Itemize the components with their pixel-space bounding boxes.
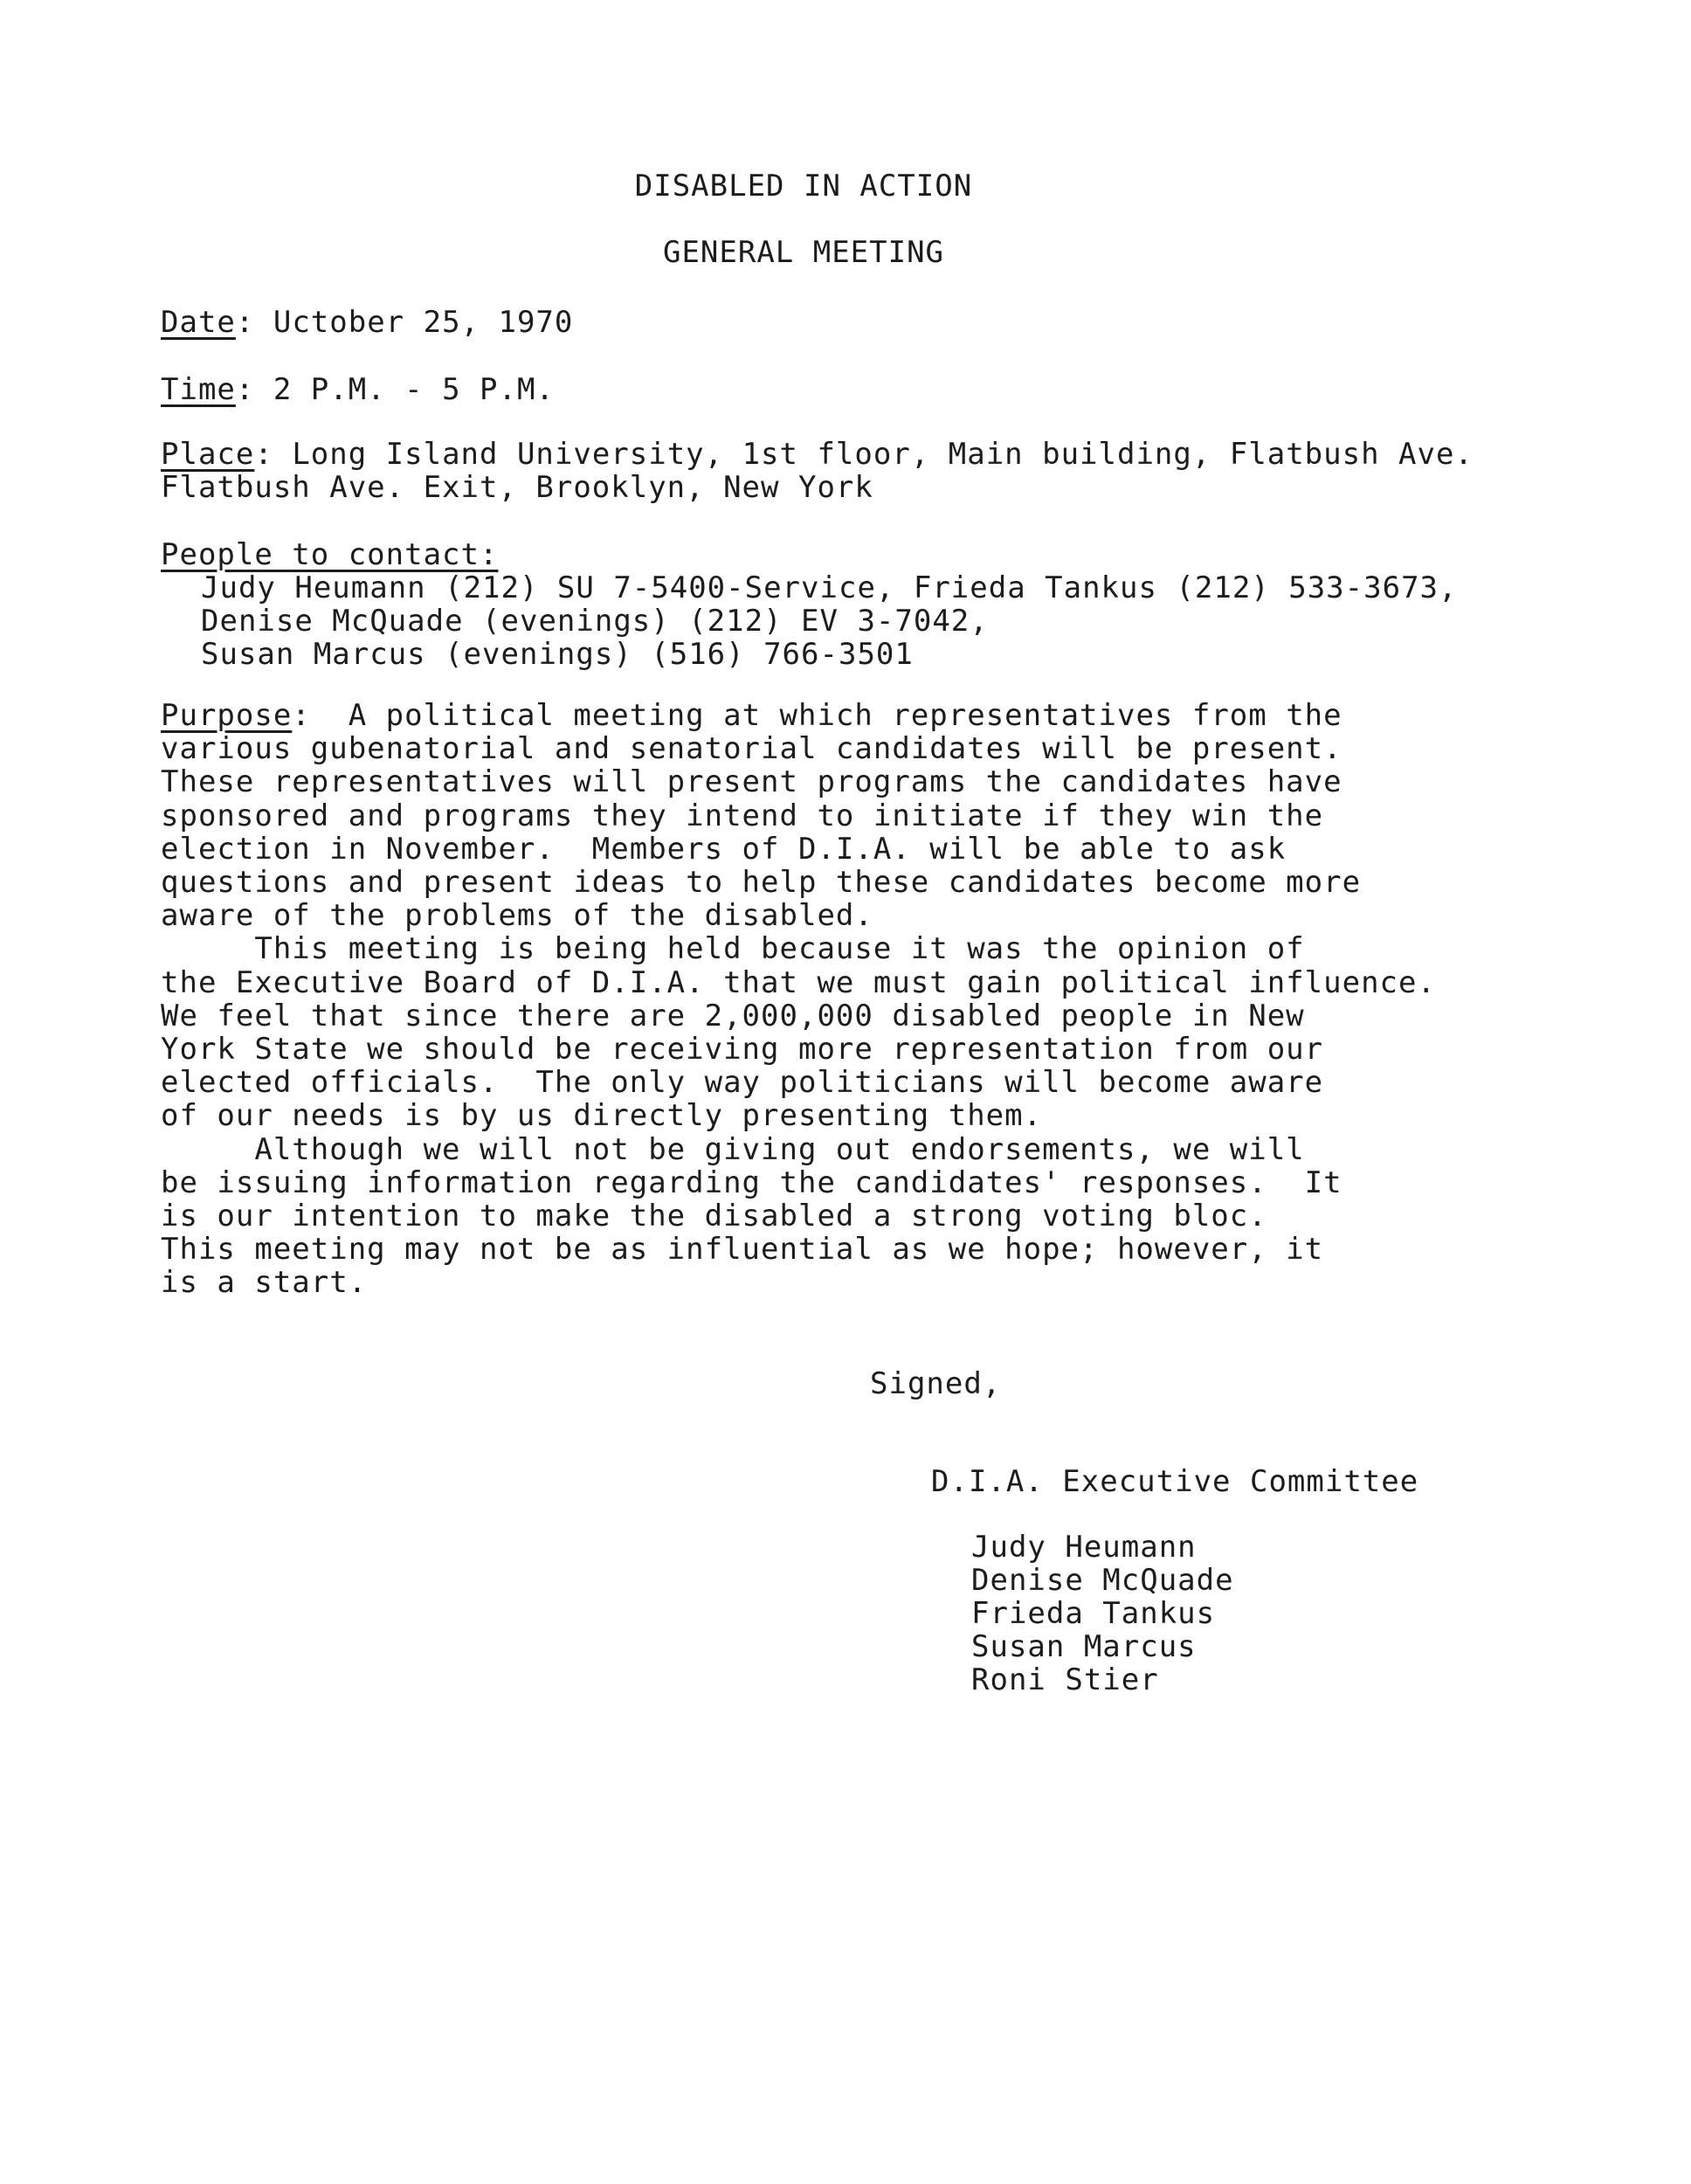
signatory-name: Judy Heumann — [971, 1530, 1197, 1565]
purpose-line: questions and present ideas to help these candidates become more — [161, 865, 1362, 901]
time-value: 2 P.M. - 5 P.M. — [254, 372, 555, 407]
place-sep: : — [254, 437, 273, 472]
purpose-line: These representatives will present programs the candidates have — [161, 764, 1342, 800]
purpose-line: the Executive Board of D.I.A. that we must gain political influence. — [161, 964, 1436, 1000]
signatory-name: Frieda Tankus — [971, 1596, 1216, 1631]
place-value-1: Long Island University, 1st floor, Main building, Flatbush Ave. — [273, 437, 1474, 472]
purpose-line: election in November. Members of D.I.A. will be able to ask — [161, 831, 1287, 867]
purpose-line: be issuing information regarding the candidates' responses. It — [161, 1165, 1342, 1200]
purpose-line: York State we should be receiving more representation from our — [161, 1032, 1324, 1068]
contact-line: Judy Heumann (212) SU 7-5400-Service, Frieda Tankus (212) 533-3673, — [201, 570, 1458, 605]
meeting-title: GENERAL MEETING — [662, 235, 945, 270]
contact-line: Denise McQuade (evenings) (212) EV 3-7042, — [201, 604, 989, 639]
place-label: Place — [161, 437, 255, 472]
purpose-first-line — [161, 699, 1523, 732]
place-line-2: Flatbush Ave. Exit, Brooklyn, New York — [161, 470, 873, 505]
purpose-first-text: A political meeting at which representatives from the — [310, 698, 1342, 733]
place-line-1 — [161, 438, 1474, 471]
purpose-label: Purpose — [161, 698, 293, 733]
purpose-line: This meeting may not be as influential as we hope; however, it — [161, 1232, 1324, 1268]
contact-line: Susan Marcus (evenings) (516) 766-3501 — [201, 637, 914, 672]
purpose-sep: : — [292, 698, 311, 733]
date-label: Date — [161, 305, 236, 340]
date-value: Uctober 25, 1970 — [254, 305, 574, 340]
purpose-line: We feel that since there are 2,000,000 disabled people in New — [161, 998, 1305, 1033]
signatory-list — [971, 1531, 1234, 1697]
committee-name: D.I.A. Executive Committee — [931, 1464, 1419, 1499]
purpose-line: is a start. — [161, 1265, 368, 1301]
signatory-name: Roni Stier — [971, 1662, 1159, 1697]
time-sep: : — [235, 372, 255, 407]
purpose-line: elected officials. The only way politicians will become aware — [161, 1065, 1324, 1101]
signatory-name: Susan Marcus — [971, 1629, 1197, 1664]
contacts-list — [201, 571, 1457, 671]
purpose-line: This meeting is being held because it was the opinion of — [161, 931, 1305, 967]
time-label: Time — [161, 372, 236, 407]
purpose-line: various gubenatorial and senatorial candidates will be present. — [161, 731, 1342, 767]
date-sep: : — [235, 305, 255, 340]
purpose-line: Although we will not be giving out endorsements, we will — [161, 1131, 1305, 1167]
purpose-line: sponsored and programs they intend to initiate if they win the — [161, 798, 1324, 833]
signatory-name: Denise McQuade — [971, 1563, 1234, 1598]
contacts-label — [161, 538, 498, 571]
date-line — [161, 306, 573, 339]
purpose-line: is our intention to make the disabled a strong voting bloc. — [161, 1199, 1267, 1234]
purpose-line: of our needs is by us directly presenting them. — [161, 1098, 1043, 1134]
org-title: DISABLED IN ACTION — [634, 169, 973, 204]
signed-text: Signed, — [870, 1366, 1002, 1401]
purpose-line: aware of the problems of the disabled. — [161, 898, 873, 934]
purpose-section — [161, 699, 1523, 1300]
time-line — [161, 373, 555, 406]
contacts-label-text: People to contact: — [161, 537, 499, 572]
